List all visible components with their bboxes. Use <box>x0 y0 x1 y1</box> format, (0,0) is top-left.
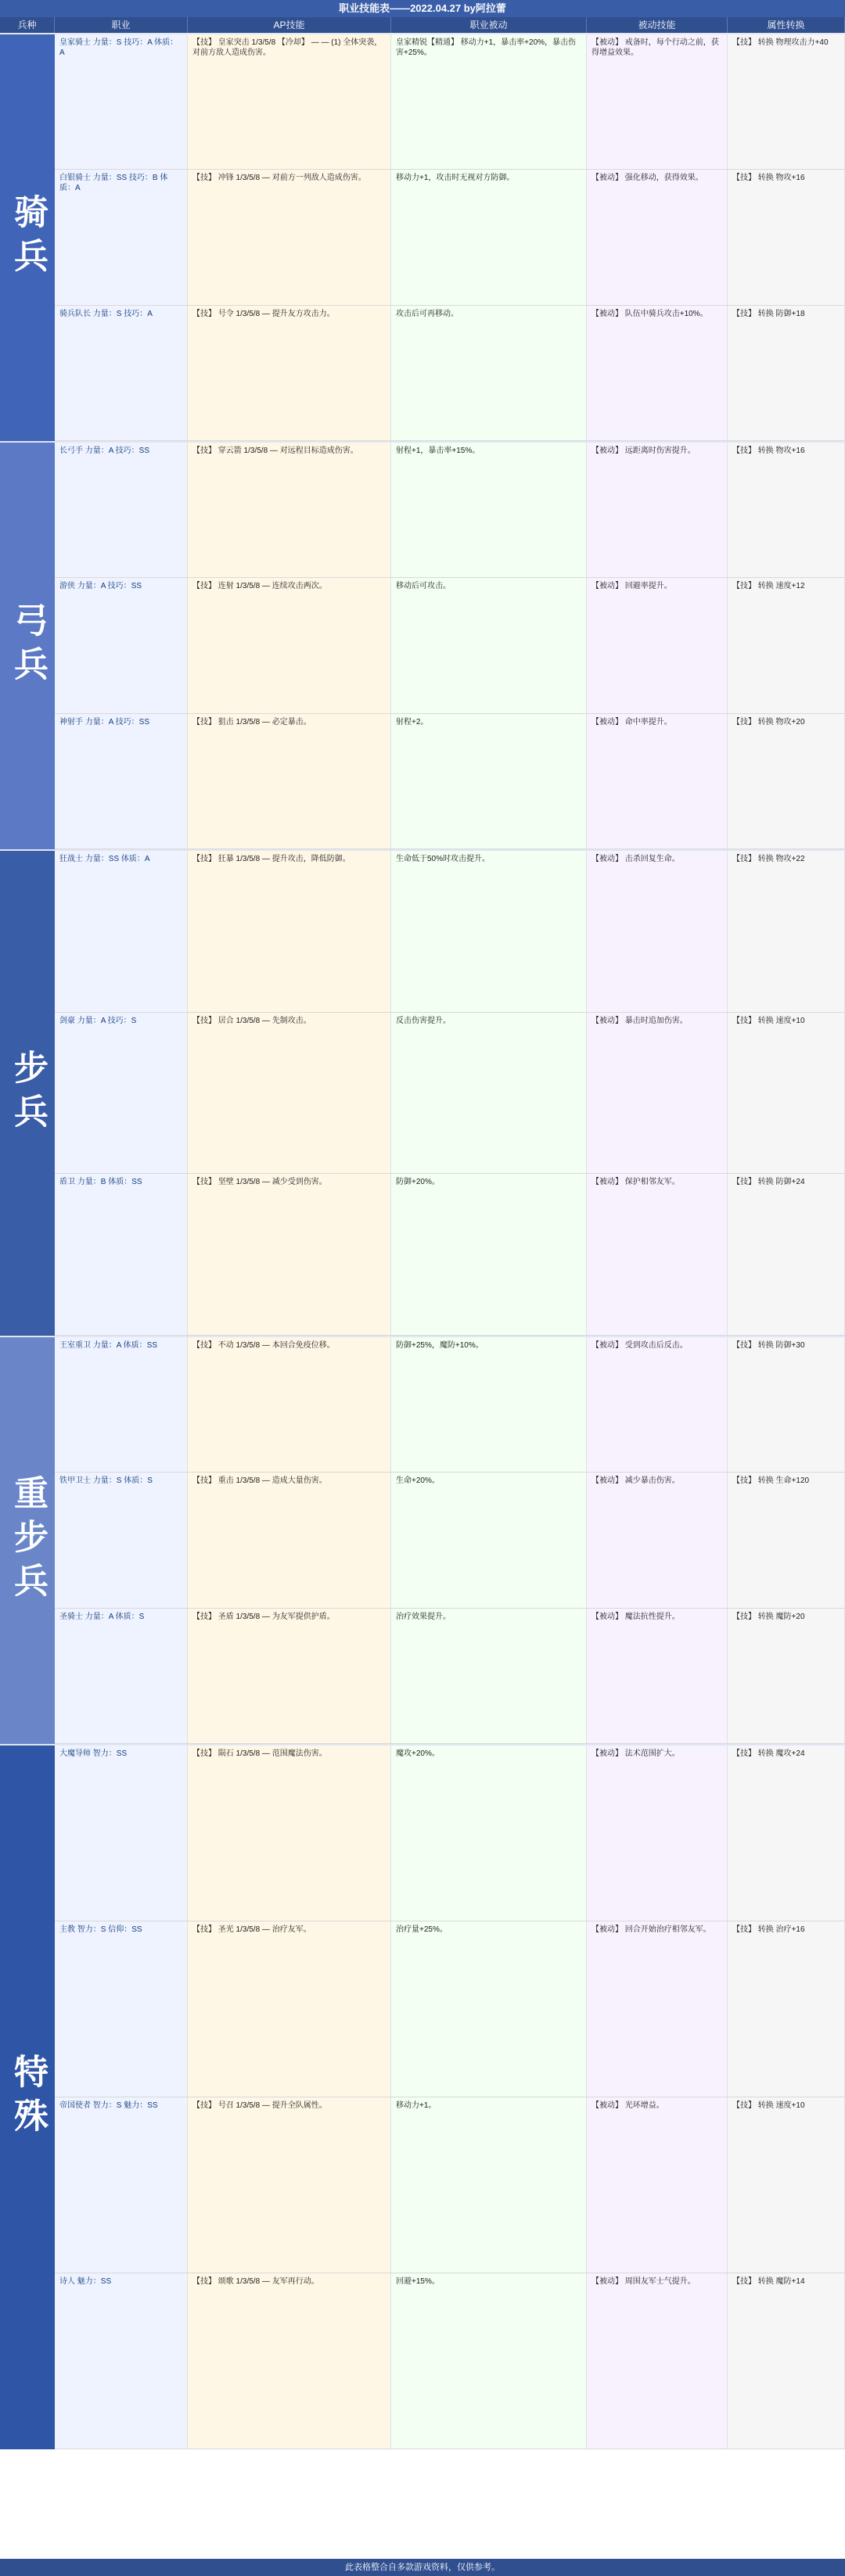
cell-weapon: 【技】 连射 1/3/5/8 — 连续攻击两次。 <box>188 578 391 712</box>
cell-extra: 【技】 转换 物攻+20 <box>728 714 845 849</box>
section-rows <box>55 34 845 441</box>
cell-passive: 【被动】 受到攻击后反击。 <box>587 1337 728 1472</box>
page-title: 职业技能表——2022.04.27 by阿拉蕾 <box>0 0 845 17</box>
section <box>0 441 845 849</box>
cell-extra: 【技】 转换 速度+10 <box>728 2097 845 2273</box>
table-row <box>55 34 845 170</box>
table-row <box>55 578 845 713</box>
section <box>0 33 845 441</box>
cell-unit: 神射手 力量：A 技巧：SS <box>55 714 188 849</box>
cell-talent: 移动后可攻击。 <box>391 578 587 712</box>
cell-talent: 皇家精锐【精通】 移动力+1，暴击率+20%，暴击伤害+25%。 <box>391 34 587 169</box>
cell-extra: 【技】 转换 魔防+14 <box>728 2273 845 2449</box>
table-row <box>55 306 845 441</box>
cell-unit: 白银骑士 力量：SS 技巧：B 体质：A <box>55 170 188 304</box>
cell-weapon: 【技】 陨石 1/3/5/8 — 范围魔法伤害。 <box>188 1745 391 1921</box>
cell-extra: 【技】 转换 治疗+16 <box>728 1921 845 2097</box>
cell-unit: 剑豪 力量：A 技巧：S <box>55 1013 188 1174</box>
cell-unit: 盾卫 力量：B 体质：SS <box>55 1174 188 1335</box>
cell-unit: 大魔导师 智力：SS <box>55 1745 188 1921</box>
cell-unit: 骑兵队长 力量：S 技巧：A <box>55 306 188 440</box>
cell-weapon: 【技】 圣光 1/3/5/8 — 治疗友军。 <box>188 1921 391 2097</box>
cell-unit: 王室重卫 力量：A 体质：SS <box>55 1337 188 1472</box>
cell-unit: 铁甲卫士 力量：S 体质：S <box>55 1473 188 1607</box>
cell-unit: 圣骑士 力量：A 体质：S <box>55 1609 188 1743</box>
cell-extra: 【技】 转换 生命+120 <box>728 1473 845 1607</box>
sections <box>0 33 845 2449</box>
cell-extra: 【技】 转换 魔攻+24 <box>728 1745 845 1921</box>
section-label: 骑兵 <box>0 34 55 441</box>
cell-unit: 帝国使者 智力：S 魅力：SS <box>55 2097 188 2273</box>
cell-weapon: 【技】 号召 1/3/5/8 — 提升全队属性。 <box>188 2097 391 2273</box>
section-rows <box>55 851 845 1336</box>
section-rows <box>55 1337 845 1744</box>
table-row <box>55 1174 845 1336</box>
cell-talent: 治疗效果提升。 <box>391 1609 587 1743</box>
section-label: 特殊 <box>0 1745 55 2449</box>
cell-talent: 魔攻+20%。 <box>391 1745 587 1921</box>
table-row <box>55 170 845 305</box>
table-row <box>55 2097 845 2273</box>
cell-weapon: 【技】 重击 1/3/5/8 — 造成大量伤害。 <box>188 1473 391 1607</box>
cell-unit: 狂战士 力量：SS 体质：A <box>55 851 188 1012</box>
cell-extra: 【技】 转换 防御+24 <box>728 1174 845 1335</box>
cell-talent: 生命+20%。 <box>391 1473 587 1607</box>
cell-passive: 【被动】 命中率提升。 <box>587 714 728 849</box>
cell-talent: 防御+20%。 <box>391 1174 587 1335</box>
cell-unit: 诗人 魅力：SS <box>55 2273 188 2449</box>
section <box>0 1744 845 2449</box>
cell-extra: 【技】 转换 物攻+16 <box>728 443 845 577</box>
section <box>0 1336 845 1744</box>
table-row <box>55 2273 845 2449</box>
cell-passive: 【被动】 暴击时追加伤害。 <box>587 1013 728 1174</box>
cell-extra: 【技】 转换 速度+10 <box>728 1013 845 1174</box>
cell-passive: 【被动】 队伍中骑兵攻击+10%。 <box>587 306 728 440</box>
cell-passive: 【被动】 魔法抗性提升。 <box>587 1609 728 1743</box>
table-row <box>55 443 845 578</box>
cell-weapon: 【技】 圣盾 1/3/5/8 — 为友军提供护盾。 <box>188 1609 391 1743</box>
cell-passive: 【被动】 光环增益。 <box>587 2097 728 2273</box>
cell-passive: 【被动】 回避率提升。 <box>587 578 728 712</box>
cell-weapon: 【技】 号令 1/3/5/8 — 提升友方攻击力。 <box>188 306 391 440</box>
cell-passive: 【被动】 保护相邻友军。 <box>587 1174 728 1335</box>
table-row <box>55 714 845 849</box>
cell-extra: 【技】 转换 速度+12 <box>728 578 845 712</box>
cell-passive: 【被动】 击杀回复生命。 <box>587 851 728 1012</box>
table-row <box>55 1921 845 2097</box>
cell-talent: 生命低于50%时攻击提升。 <box>391 851 587 1012</box>
cell-passive: 【被动】 周围友军士气提升。 <box>587 2273 728 2449</box>
header-ap: AP技能 <box>188 17 391 33</box>
section-label: 重步兵 <box>0 1337 55 1744</box>
cell-talent: 治疗量+25%。 <box>391 1921 587 2097</box>
cell-unit: 游侠 力量：A 技巧：SS <box>55 578 188 712</box>
cell-extra: 【技】 转换 防御+30 <box>728 1337 845 1472</box>
cell-weapon: 【技】 居合 1/3/5/8 — 先制攻击。 <box>188 1013 391 1174</box>
cell-unit: 长弓手 力量：A 技巧：SS <box>55 443 188 577</box>
cell-weapon: 【技】 不动 1/3/5/8 — 本回合免疫位移。 <box>188 1337 391 1472</box>
cell-talent: 射程+2。 <box>391 714 587 849</box>
cell-weapon: 【技】 狂暴 1/3/5/8 — 提升攻击，降低防御。 <box>188 851 391 1012</box>
section <box>0 849 845 1336</box>
section-rows <box>55 443 845 849</box>
cell-extra: 【技】 转换 物理攻击力+40 <box>728 34 845 169</box>
cell-weapon: 【技】 坚壁 1/3/5/8 — 减少受到伤害。 <box>188 1174 391 1335</box>
header-unit: 职业 <box>55 17 188 33</box>
table-row <box>55 1609 845 1744</box>
cell-extra: 【技】 转换 防御+18 <box>728 306 845 440</box>
section-label: 弓兵 <box>0 443 55 849</box>
cell-extra: 【技】 转换 物攻+16 <box>728 170 845 304</box>
header-passive: 职业被动 <box>391 17 587 33</box>
cell-talent: 防御+25%，魔防+10%。 <box>391 1337 587 1472</box>
cell-passive: 【被动】 远距离时伤害提升。 <box>587 443 728 577</box>
section-label: 步兵 <box>0 851 55 1336</box>
footer-note: 此表格整合自多款游戏资料，仅供参考。 <box>0 2559 845 2576</box>
cell-weapon: 【技】 皇家突击 1/3/5/8 【冷却】 — — (1) 全体突袭，对前方敌人造成伤害。 <box>188 34 391 169</box>
cell-unit: 皇家骑士 力量：S 技巧：A 体质：A <box>55 34 188 169</box>
cell-talent: 射程+1，暴击率+15%。 <box>391 443 587 577</box>
cell-talent: 回避+15%。 <box>391 2273 587 2449</box>
cell-weapon: 【技】 穿云箭 1/3/5/8 — 对远程目标造成伤害。 <box>188 443 391 577</box>
cell-passive: 【被动】 回合开始治疗相邻友军。 <box>587 1921 728 2097</box>
header-type: 兵种 <box>0 17 55 33</box>
header-convert: 属性转换 <box>728 17 845 33</box>
table-row <box>55 1013 845 1175</box>
cell-passive: 【被动】 减少暴击伤害。 <box>587 1473 728 1607</box>
cell-talent: 移动力+1。 <box>391 2097 587 2273</box>
cell-talent: 反击伤害提升。 <box>391 1013 587 1174</box>
cell-talent: 攻击后可再移动。 <box>391 306 587 440</box>
header-passive-skill: 被动技能 <box>587 17 728 33</box>
cell-weapon: 【技】 冲锋 1/3/5/8 — 对前方一列敌人造成伤害。 <box>188 170 391 304</box>
column-header <box>0 17 845 33</box>
table-row <box>55 1473 845 1608</box>
cell-passive: 【被动】 强化移动，获得效果。 <box>587 170 728 304</box>
cell-unit: 主教 智力：S 信仰：SS <box>55 1921 188 2097</box>
cell-passive: 【被动】 法术范围扩大。 <box>587 1745 728 1921</box>
cell-weapon: 【技】 狙击 1/3/5/8 — 必定暴击。 <box>188 714 391 849</box>
section-rows <box>55 1745 845 2449</box>
table-row <box>55 851 845 1013</box>
cell-talent: 移动力+1，攻击时无视对方防御。 <box>391 170 587 304</box>
cell-extra: 【技】 转换 物攻+22 <box>728 851 845 1012</box>
cell-extra: 【技】 转换 魔防+20 <box>728 1609 845 1743</box>
table-row <box>55 1337 845 1473</box>
table-row <box>55 1745 845 1921</box>
cell-passive: 【被动】 戒备时，每个行动之前，获得增益效果。 <box>587 34 728 169</box>
cell-weapon: 【技】 颂歌 1/3/5/8 — 友军再行动。 <box>188 2273 391 2449</box>
